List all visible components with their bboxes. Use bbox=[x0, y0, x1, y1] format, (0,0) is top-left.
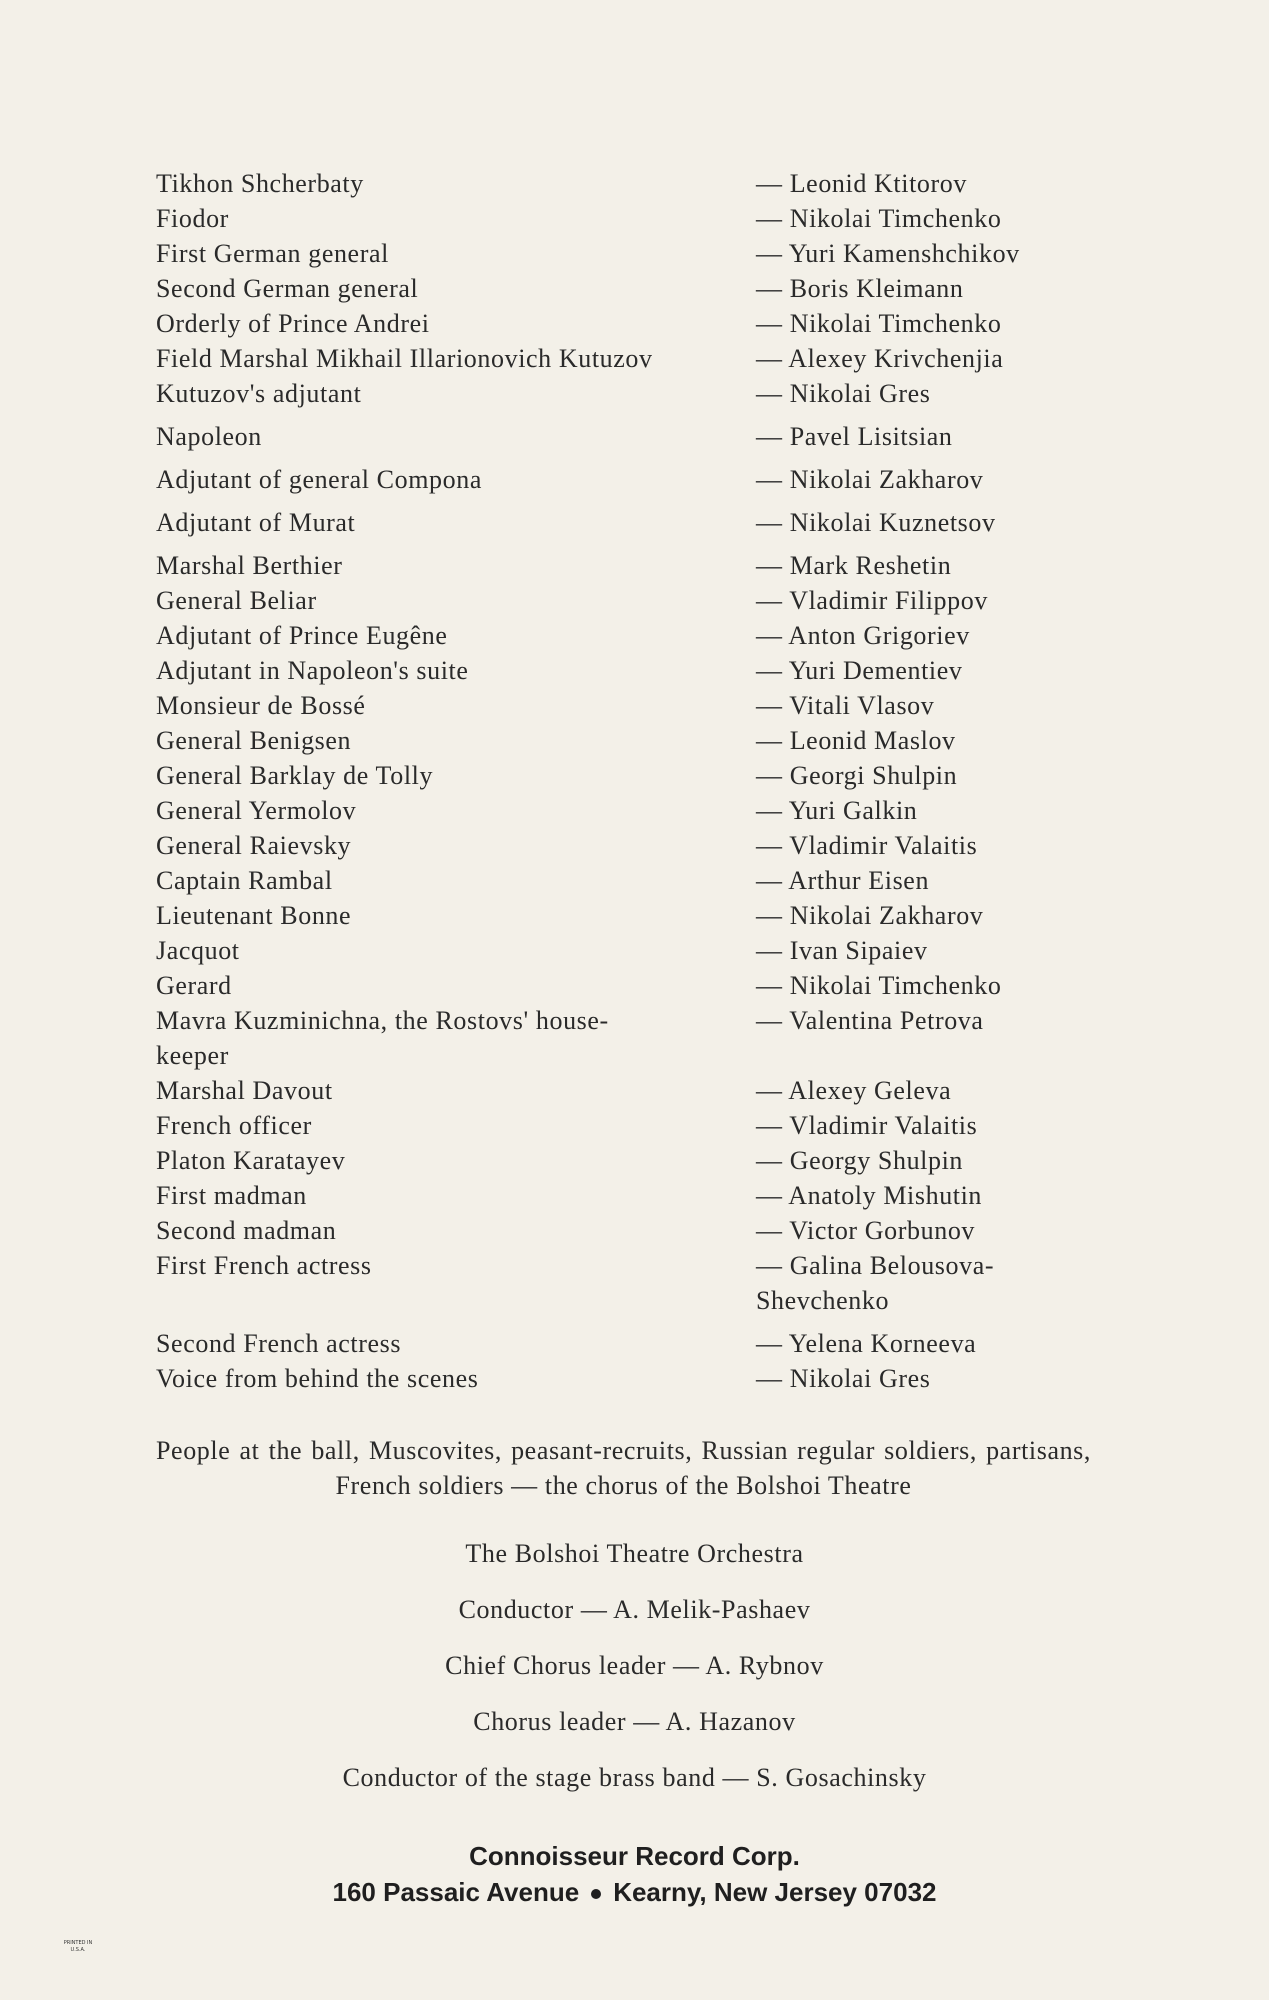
cast-role: Second German general bbox=[156, 274, 419, 303]
cast-row bbox=[156, 1326, 1056, 1361]
cast-actor: — Alexey Geleva bbox=[756, 1076, 952, 1105]
cast-role: Adjutant of Prince Eugêne bbox=[156, 621, 448, 650]
cast-actor: — Yuri Kamenshchikov bbox=[756, 239, 1020, 268]
address-city: Kearny, New Jersey 07032 bbox=[613, 1877, 937, 1907]
cast-row bbox=[156, 933, 1056, 968]
cast-row bbox=[156, 863, 1056, 898]
cast-actor: — Anatoly Mishutin bbox=[756, 1181, 983, 1210]
cast-row bbox=[156, 723, 1056, 758]
cast-role: First French actress bbox=[156, 1251, 372, 1280]
cast-role: General Beliar bbox=[156, 586, 317, 615]
cast-row bbox=[156, 1108, 1056, 1143]
publisher-name: Connoisseur Record Corp. bbox=[469, 1841, 800, 1871]
cast-role: Platon Karatayev bbox=[156, 1146, 346, 1175]
cast-role: Adjutant in Napoleon's suite bbox=[156, 656, 469, 685]
cast-actor: — Pavel Lisitsian bbox=[756, 422, 953, 451]
cast-role: General Barklay de Tolly bbox=[156, 761, 434, 790]
cast-actor: — Yuri Dementiev bbox=[756, 656, 963, 685]
cast-row bbox=[156, 236, 1056, 271]
cast-row bbox=[156, 505, 1056, 540]
cast-actor: — Vladimir Valaitis bbox=[756, 1111, 978, 1140]
cast-actor: — Nikolai Timchenko bbox=[756, 309, 1002, 338]
cast-actor: — Georgy Shulpin bbox=[756, 1146, 964, 1175]
cast-row bbox=[156, 618, 1056, 653]
credit-chorus-leader: Chorus leader — A. Hazanov bbox=[473, 1707, 796, 1736]
cast-role: Jacquot bbox=[156, 936, 240, 965]
cast-actor: — Vladimir Valaitis bbox=[756, 831, 978, 860]
chorus-description: People at the ball, Muscovites, peasant-recruits, Russian regular soldiers, partisans, French soldiers — the chorus of the Bolshoi Theatre bbox=[156, 1436, 1091, 1500]
cast-row bbox=[156, 898, 1056, 933]
cast-role: Orderly of Prince Andrei bbox=[156, 309, 430, 338]
printed-in-usa-mark: PRINTED IN U.S.A. bbox=[63, 1940, 93, 1953]
cast-row bbox=[156, 1213, 1056, 1248]
cast-row bbox=[156, 341, 1056, 376]
cast-actor: — Nikolai Gres bbox=[756, 379, 931, 408]
cast-actor: — Nikolai Timchenko bbox=[756, 971, 1002, 1000]
credit-chief-chorus-leader: Chief Chorus leader — A. Rybnov bbox=[445, 1651, 824, 1680]
cast-actor: — Vladimir Filippov bbox=[756, 586, 988, 615]
cast-role: Marshal Berthier bbox=[156, 551, 343, 580]
cast-role: Marshal Davout bbox=[156, 1076, 333, 1105]
cast-actor: — Ivan Sipaiev bbox=[756, 936, 928, 965]
cast-role: Kutuzov's adjutant bbox=[156, 379, 362, 408]
cast-row bbox=[156, 1248, 1056, 1318]
publisher-block bbox=[0, 1838, 1269, 1910]
cast-role: Tikhon Shcherbaty bbox=[156, 169, 364, 198]
cast-actor: — Yelena Korneeva bbox=[756, 1329, 977, 1358]
cast-actor: — Galina Belousova- Shevchenko bbox=[756, 1251, 995, 1315]
cast-row bbox=[156, 271, 1056, 306]
cast-role: French officer bbox=[156, 1111, 312, 1140]
credit-conductor: Conductor — A. Melik-Pashaev bbox=[458, 1595, 811, 1624]
cast-role: First madman bbox=[156, 1181, 307, 1210]
cast-row bbox=[156, 1073, 1056, 1108]
cast-row bbox=[156, 548, 1056, 583]
cast-actor: — Nikolai Zakharov bbox=[756, 901, 984, 930]
cast-role: Second French actress bbox=[156, 1329, 402, 1358]
cast-actor: — Alexey Krivchenjia bbox=[756, 344, 1004, 373]
cast-actor: — Nikolai Timchenko bbox=[756, 204, 1002, 233]
cast-role: Gerard bbox=[156, 971, 232, 1000]
cast-actor: — Victor Gorbunov bbox=[756, 1216, 976, 1245]
cast-role: Lieutenant Bonne bbox=[156, 901, 352, 930]
cast-actor: — Leonid Maslov bbox=[756, 726, 956, 755]
cast-row bbox=[156, 1003, 1056, 1073]
cast-row bbox=[156, 376, 1056, 411]
cast-row bbox=[156, 1143, 1056, 1178]
cast-role: Second madman bbox=[156, 1216, 337, 1245]
cast-actor: — Arthur Eisen bbox=[756, 866, 930, 895]
cast-actor: — Nikolai Zakharov bbox=[756, 465, 984, 494]
publisher-address bbox=[0, 1874, 1269, 1910]
cast-row bbox=[156, 828, 1056, 863]
cast-actor: — Leonid Ktitorov bbox=[756, 169, 967, 198]
cast-actor: — Yuri Galkin bbox=[756, 796, 918, 825]
cast-role: Adjutant of general Compona bbox=[156, 465, 482, 494]
cast-role: Mavra Kuzminichna, the Rostovs' house- keeper bbox=[156, 1006, 609, 1070]
cast-role: First German general bbox=[156, 239, 389, 268]
cast-row bbox=[156, 793, 1056, 828]
production-credits bbox=[0, 1534, 1269, 1814]
cast-row bbox=[156, 462, 1056, 497]
cast-actor: — Valentina Petrova bbox=[756, 1006, 984, 1035]
cast-row bbox=[156, 166, 1056, 201]
cast-actor: — Nikolai Kuznetsov bbox=[756, 508, 996, 537]
cast-role: Adjutant of Murat bbox=[156, 508, 356, 537]
credit-stage-band-conductor: Conductor of the stage brass band — S. Gosachinsky bbox=[342, 1763, 927, 1792]
address-street: 160 Passaic Avenue bbox=[332, 1877, 580, 1907]
cast-role: General Raievsky bbox=[156, 831, 352, 860]
cast-role: Fiodor bbox=[156, 204, 229, 233]
cast-actor: — Anton Grigoriev bbox=[756, 621, 970, 650]
bullet-icon bbox=[591, 1889, 601, 1899]
cast-actor: — Nikolai Gres bbox=[756, 1364, 931, 1393]
cast-role: General Yermolov bbox=[156, 796, 357, 825]
cast-actor: — Mark Reshetin bbox=[756, 551, 952, 580]
cast-row bbox=[156, 758, 1056, 793]
cast-actor: — Vitali Vlasov bbox=[756, 691, 935, 720]
cast-role: Field Marshal Mikhail Illarionovich Kutuzov bbox=[156, 344, 653, 373]
cast-row bbox=[156, 306, 1056, 341]
cast-role: Monsieur de Bossé bbox=[156, 691, 366, 720]
cast-row bbox=[156, 688, 1056, 723]
cast-row bbox=[156, 653, 1056, 688]
cast-row bbox=[156, 419, 1056, 454]
cast-role: Napoleon bbox=[156, 422, 262, 451]
credit-orchestra: The Bolshoi Theatre Orchestra bbox=[465, 1539, 804, 1568]
cast-row bbox=[156, 968, 1056, 1003]
cast-row bbox=[156, 201, 1056, 236]
cast-row bbox=[156, 1361, 1056, 1396]
cast-actor: — Georgi Shulpin bbox=[756, 761, 958, 790]
cast-role: General Benigsen bbox=[156, 726, 352, 755]
cast-row bbox=[156, 583, 1056, 618]
cast-role: Voice from behind the scenes bbox=[156, 1364, 479, 1393]
cast-list bbox=[156, 166, 1056, 1396]
cast-row bbox=[156, 1178, 1056, 1213]
cast-actor: — Boris Kleimann bbox=[756, 274, 964, 303]
cast-role: Captain Rambal bbox=[156, 866, 333, 895]
